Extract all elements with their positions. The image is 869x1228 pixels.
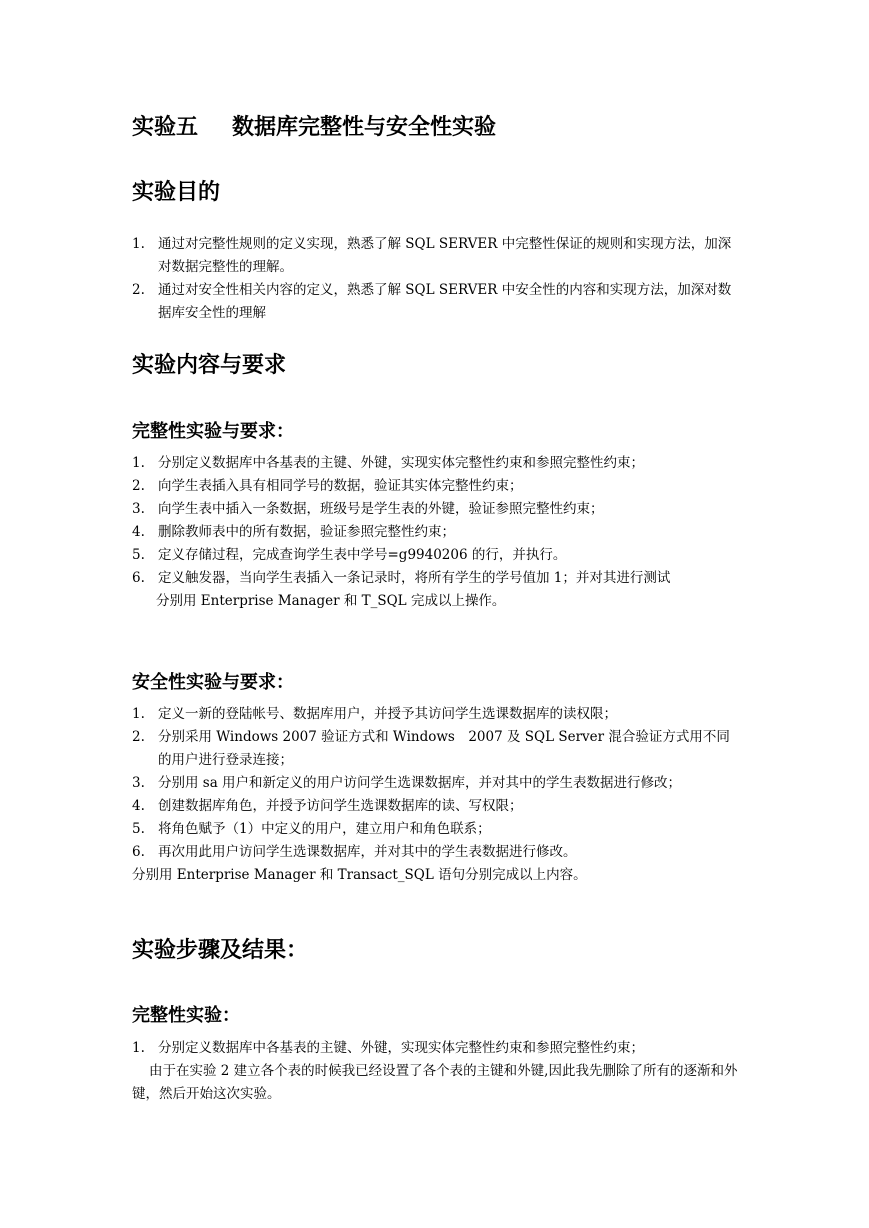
content-heading: 实验内容与要求: [132, 353, 287, 378]
integrity-requirements-heading: 完整性实验与要求：: [132, 421, 294, 442]
list-item: 3. 分别用 sa 用户和新定义的用户访问学生选课数据库，并对其中的学生表数据进行修改；: [132, 775, 682, 791]
integrity-requirements-note: 分别用 Enterprise Manager 和 T_SQL 完成以上操作。: [156, 593, 506, 609]
list-item: 5. 定义存储过程，完成查询学生表中学号=g9940206 的行，并执行。: [132, 547, 567, 563]
title-experiment-number: 实验五: [132, 115, 199, 140]
purpose-heading: 实验目的: [132, 180, 221, 205]
integrity-requirements-list: [132, 452, 738, 590]
list-item: 6. 再次用此用户访问学生选课数据库，并对其中的学生表数据进行修改。: [132, 844, 577, 860]
list-item: 1. 分别定义数据库中各基表的主键、外键，实现实体完整性约束和参照完整性约束；: [132, 1040, 644, 1056]
list-item: 2. 通过对安全性相关内容的定义，熟悉了解 SQL SERVER 中安全性的内容和实现方法，加深对数据库安全性的理解: [132, 282, 732, 321]
list-item: 6. 定义触发器，当向学生表插入一条记录时，将所有学生的学号值加 1；并对其进行测试: [132, 570, 671, 586]
list-item: 1. 分别定义数据库中各基表的主键、外键，实现实体完整性约束和参照完整性约束；: [132, 455, 644, 471]
integrity-steps-list: [132, 1037, 738, 1060]
list-item: 2. 分别采用 Windows 2007 验证方式和 Windows 2007 及 SQL Server 混合验证方式用不同的用户进行登录连接；: [132, 729, 730, 768]
steps-heading: 实验步骤及结果：: [132, 938, 309, 963]
list-item: 3. 向学生表中插入一条数据，班级号是学生表的外键，验证参照完整性约束；: [132, 501, 604, 517]
list-item: 1. 通过对完整性规则的定义实现，熟悉了解 SQL SERVER 中完整性保证的规则和实现方法，加深对数据完整性的理解。: [132, 236, 732, 275]
list-item: 1. 定义一新的登陆帐号、数据库用户，并授予其访问学生选课数据库的读权限；: [132, 706, 617, 722]
list-item: 5. 将角色赋予（1）中定义的用户，建立用户和角色联系；: [132, 821, 491, 837]
integrity-steps-heading: 完整性实验：: [132, 1005, 240, 1026]
integrity-steps-paragraph: 由于在实验 2 建立各个表的时候我已经设置了各个表的主键和外键,因此我先删除了所有的逐渐和外键，然后开始这次实验。: [132, 1063, 738, 1102]
document-title: [132, 112, 496, 144]
title-experiment-name: 数据库完整性与安全性实验: [232, 115, 497, 140]
list-item: 4. 删除教师表中的所有数据，验证参照完整性约束；: [132, 524, 455, 540]
purpose-list: [132, 233, 738, 325]
list-item: 2. 向学生表插入具有相同学号的数据，验证其实体完整性约束；: [132, 478, 523, 494]
list-item: 4. 创建数据库角色，并授予访问学生选课数据库的读、写权限；: [132, 798, 523, 814]
security-requirements-list: [132, 703, 738, 864]
security-requirements-note: 分别用 Enterprise Manager 和 Transact_SQL 语句分别完成以上内容。: [132, 867, 587, 883]
security-requirements-heading: 安全性实验与要求：: [132, 672, 294, 693]
